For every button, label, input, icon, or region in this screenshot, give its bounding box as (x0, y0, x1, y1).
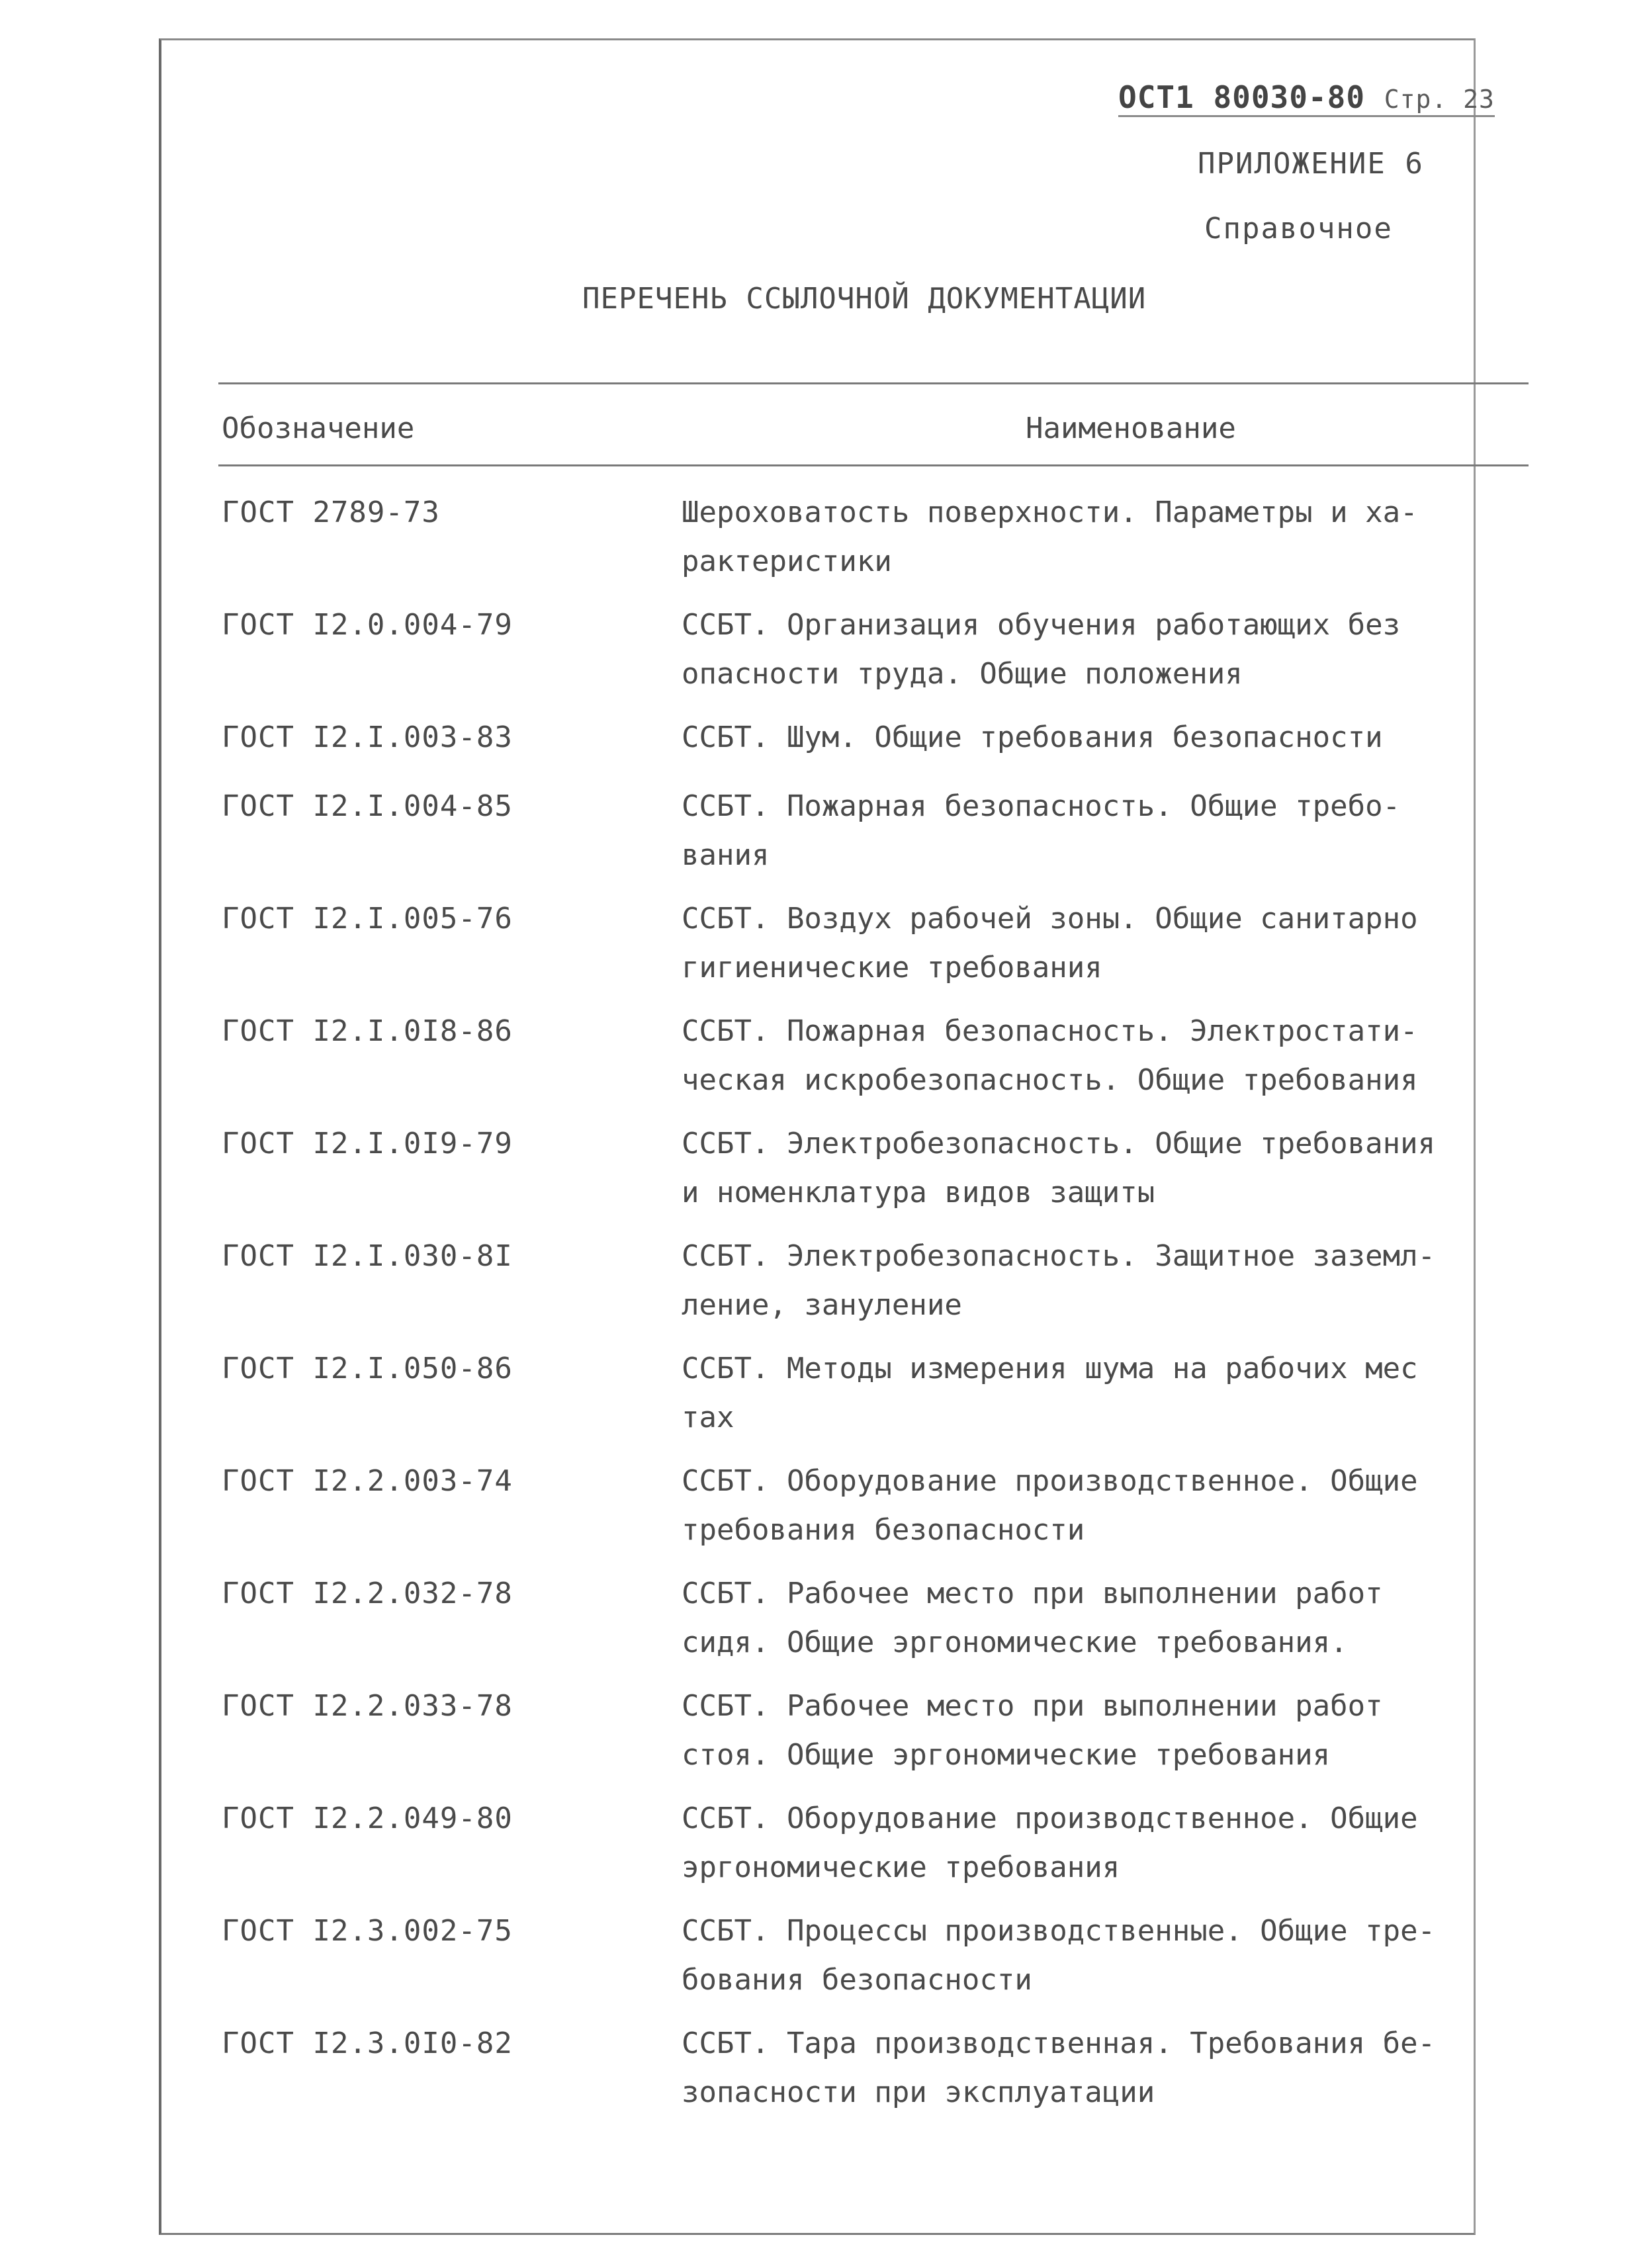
document-name-line: ССБТ. Тара производственная. Требования бе- (682, 2027, 1436, 2060)
document-name (682, 1569, 1535, 1667)
document-name-line: ССБТ. Электробезопасность. Общие требования (682, 1127, 1436, 1160)
document-name (682, 601, 1535, 699)
document-name-line: зопасности при эксплуатации (682, 2075, 1155, 2109)
document-name (682, 1682, 1535, 1780)
document-designation: ГОСТ I2.I.003-83 (222, 720, 513, 754)
document-name-line: ССБТ. Шум. Общие требования безопасности (682, 720, 1383, 754)
appendix-kind: Справочное (1204, 212, 1393, 245)
document-name (682, 894, 1535, 992)
document-name-line: ССБТ. Оборудование производственное. Общие (682, 1802, 1418, 1835)
document-name (682, 1794, 1535, 1892)
document-name (682, 488, 1535, 586)
document-name-line: опасности труда. Общие положения (682, 657, 1243, 691)
document-name (682, 713, 1535, 762)
document-name-line: эргономические требования (682, 1851, 1120, 1884)
document-name-line: сидя. Общие эргономические требования. (682, 1626, 1348, 1659)
document-designation: ГОСТ I2.2.032-78 (222, 1577, 513, 1610)
document-name-line: требования безопасности (682, 1513, 1085, 1547)
document-designation: ГОСТ I2.I.005-76 (222, 902, 513, 936)
document-designation: ГОСТ I2.I.050-86 (222, 1352, 513, 1385)
column-header-code: Обозначение (222, 412, 415, 445)
document-designation: ГОСТ I2.2.003-74 (222, 1464, 513, 1498)
document-name-line: стоя. Общие эргономические требования (682, 1738, 1331, 1772)
document-name-line: ССБТ. Пожарная безопасность. Электростати- (682, 1014, 1418, 1048)
appendix-title: ПРИЛОЖЕНИЕ 6 (1198, 147, 1424, 181)
document-name-line: ССБТ. Электробезопасность. Защитное заземл- (682, 1239, 1436, 1273)
document-name-line: ССБТ. Методы измерения шума на рабочих мес (682, 1352, 1418, 1385)
document-designation: ГОСТ I2.3.0I0-82 (222, 2027, 513, 2060)
document-code-number: ОСТ1 80030-80 (1118, 79, 1366, 115)
document-designation: ГОСТ I2.I.030-8I (222, 1239, 513, 1273)
document-name-line: ССБТ. Рабочее место при выполнении работ (682, 1577, 1383, 1610)
document-name-line: ССБТ. Оборудование производственное. Общие (682, 1464, 1418, 1498)
document-name-line: вания (682, 838, 770, 872)
document-name-line: Шероховатость поверхности. Параметры и ха- (682, 496, 1418, 529)
document-name (682, 2019, 1535, 2117)
document-name-line: бования безопасности (682, 1963, 1032, 1997)
document-name-line: ССБТ. Рабочее место при выполнении работ (682, 1689, 1383, 1723)
document-designation: ГОСТ I2.3.002-75 (222, 1914, 513, 1948)
document-name-line: ССБТ. Процессы производственные. Общие тре- (682, 1914, 1436, 1948)
document-designation: ГОСТ I2.I.004-85 (222, 789, 513, 823)
document-designation: ГОСТ I2.0.004-79 (222, 608, 513, 642)
document-name-line: ССБТ. Организация обучения работающих без (682, 608, 1401, 642)
document-name (682, 1119, 1535, 1217)
document-name (682, 1907, 1535, 2005)
document-name-line: ССБТ. Пожарная безопасность. Общие требо- (682, 789, 1401, 823)
document-name-line: ление, зануление (682, 1288, 962, 1322)
document-name (682, 782, 1535, 880)
document-name-line: и номенклатура видов защиты (682, 1176, 1155, 1209)
document-name (682, 1344, 1535, 1442)
document-name (682, 1457, 1535, 1555)
document-name-line: ческая искробезопасность. Общие требования (682, 1063, 1418, 1097)
page-title: ПЕРЕЧЕНЬ ССЫЛОЧНОЙ ДОКУМЕНТАЦИИ (582, 282, 1147, 316)
document-name-line: гигиенические требования (682, 951, 1102, 984)
document-name-line: тах (682, 1401, 734, 1434)
document-designation: ГОСТ I2.2.049-80 (222, 1802, 513, 1835)
document-designation: ГОСТ 2789-73 (222, 496, 440, 529)
document-name (682, 1007, 1535, 1105)
document-designation: ГОСТ I2.2.033-78 (222, 1689, 513, 1723)
document-name-line: рактеристики (682, 545, 892, 578)
document-designation: ГОСТ I2.I.0I8-86 (222, 1014, 513, 1048)
column-header-name: Наименование (1026, 412, 1236, 445)
document-name-line: ССБТ. Воздух рабочей зоны. Общие санитарно (682, 902, 1418, 936)
document-name (682, 1232, 1535, 1330)
page-number: Стр. 23 (1384, 85, 1495, 114)
document-designation: ГОСТ I2.I.0I9-79 (222, 1127, 513, 1160)
